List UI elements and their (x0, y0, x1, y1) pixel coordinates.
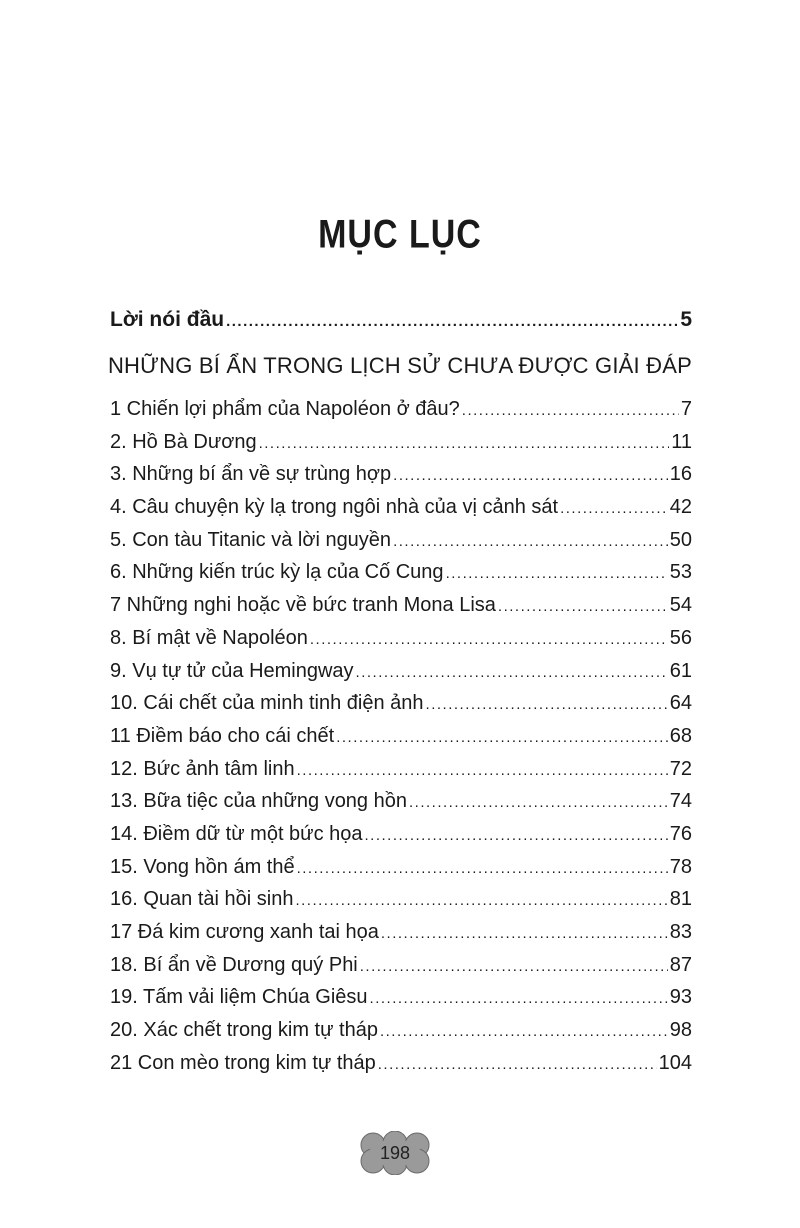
dot-leader (356, 664, 668, 681)
toc-entry-page: 83 (669, 921, 692, 943)
toc-entry-label: 3. Những bí ẩn về sự trùng hợp (110, 463, 392, 486)
toc-entry-page: 11 (671, 430, 692, 453)
toc-entry-label: 15. Vong hồn ám thể (110, 855, 295, 878)
toc-entry (110, 1052, 692, 1085)
toc-entry-label: 11 Điềm báo cho cái chết (110, 724, 335, 747)
toc-entry-page: 7 (680, 398, 692, 420)
toc-entry-label: 2. Hồ Bà Dương (110, 430, 257, 453)
toc-entry-page: 68 (669, 724, 692, 747)
toc-entry-page: 50 (669, 528, 692, 551)
dot-leader (295, 892, 667, 909)
toc-entry (110, 758, 692, 791)
toc-entry-page: 104 (658, 1051, 692, 1074)
toc-entry (110, 856, 692, 889)
toc-entry-label: 12. Bức ảnh tâm linh (110, 757, 295, 780)
toc-entry (110, 398, 692, 431)
toc-entry-label: 10. Cái chết của minh tinh điện ảnh (110, 692, 424, 715)
preface-label: Lời nói đầu (110, 308, 225, 331)
dot-leader (370, 990, 668, 1007)
preface-entry (110, 308, 692, 332)
toc-entry-page: 42 (669, 496, 692, 519)
section-title: NHỮNG BÍ ẨN TRONG LỊCH SỬ CHƯA ĐƯỢC GIẢI ĐÁP (107, 353, 693, 378)
toc-entry (110, 496, 692, 529)
toc-entry-page: 72 (669, 757, 692, 780)
preface-page: 5 (680, 308, 692, 331)
toc-entry-label: 17 Đá kim cương xanh tai họa (110, 921, 379, 943)
toc-entry-label: 7 Những nghi hoặc về bức tranh Mona Lisa (110, 594, 496, 617)
toc-entry-label: 19. Tấm vải liệm Chúa Giêsu (110, 986, 368, 1009)
toc-entry (110, 660, 692, 693)
toc-entry (110, 561, 692, 594)
dot-leader (381, 925, 668, 942)
toc-entry-page: 78 (669, 855, 692, 878)
dot-leader (365, 827, 668, 844)
toc-entry-label: 4. Câu chuyện kỳ lạ trong ngôi nhà của vị cảnh sát (110, 496, 559, 519)
toc-entry (110, 986, 692, 1019)
toc-entry-page: 53 (669, 561, 692, 584)
toc-entry-label: 16. Quan tài hồi sinh (110, 888, 294, 911)
dot-leader (310, 631, 668, 648)
toc-entry-label: 5. Con tàu Titanic và lời nguyền (110, 528, 392, 551)
toc-entry-page: 98 (669, 1019, 692, 1042)
toc-entry-page: 81 (669, 888, 692, 911)
toc-entry (110, 954, 692, 987)
toc-entry-page: 93 (669, 986, 692, 1009)
toc-entry (110, 823, 692, 856)
toc-entry-label: 20. Xác chết trong kim tự tháp (110, 1019, 378, 1042)
dot-leader (446, 565, 668, 582)
dot-leader (378, 1056, 657, 1073)
toc-entry-label: 9. Vụ tự tử của Hemingway (110, 659, 354, 682)
dot-leader (259, 435, 670, 452)
toc-entry-label: 1 Chiến lợi phẩm của Napoléon ở đâu? (110, 398, 460, 420)
toc-entry (110, 921, 692, 954)
toc-entry-page: 61 (669, 659, 692, 682)
toc-entry-label: 13. Bữa tiệc của những vong hồn (110, 790, 407, 813)
toc-entry-page: 54 (669, 594, 692, 617)
dot-leader (393, 533, 668, 550)
toc-entry (110, 431, 692, 464)
toc-entry-label: 6. Những kiến trúc kỳ lạ của Cố Cung (110, 561, 444, 584)
page-number-badge (356, 1131, 434, 1175)
dot-leader (336, 729, 668, 746)
toc-entry-page: 87 (669, 953, 692, 976)
toc-entry (110, 627, 692, 660)
toc-entry (110, 725, 692, 758)
dot-leader (426, 696, 668, 713)
dot-leader (226, 313, 678, 330)
toc-entry (110, 692, 692, 725)
dot-leader (462, 402, 679, 419)
toc-entry (110, 888, 692, 921)
page-title: MỤC LỤC (318, 212, 482, 257)
dot-leader (360, 958, 668, 975)
toc-entry-label: 14. Điềm dữ từ một bức họa (110, 822, 363, 845)
dot-leader (297, 762, 668, 779)
toc-entry-page: 76 (669, 822, 692, 845)
toc-entry (110, 790, 692, 823)
toc-list (110, 398, 692, 1084)
dot-leader (380, 1023, 668, 1040)
page-number: 198 (379, 1142, 411, 1163)
toc-entry-page: 74 (669, 790, 692, 813)
toc-entry (110, 1019, 692, 1052)
dot-leader (297, 860, 668, 877)
toc-entry-label: 18. Bí ẩn về Dương quý Phi (110, 953, 358, 976)
dot-leader (393, 467, 668, 484)
toc-entry-page: 64 (669, 692, 692, 715)
dot-leader (409, 794, 668, 811)
toc-entry (110, 594, 692, 627)
toc-entry-label: 8. Bí mật về Napoléon (110, 626, 308, 649)
toc-entry-page: 56 (669, 626, 692, 649)
dot-leader (560, 500, 668, 517)
toc-entry-label: 21 Con mèo trong kim tự tháp (110, 1051, 376, 1074)
toc-entry-page: 16 (669, 463, 692, 486)
toc-entry (110, 529, 692, 562)
dot-leader (498, 598, 668, 615)
toc-entry (110, 463, 692, 496)
